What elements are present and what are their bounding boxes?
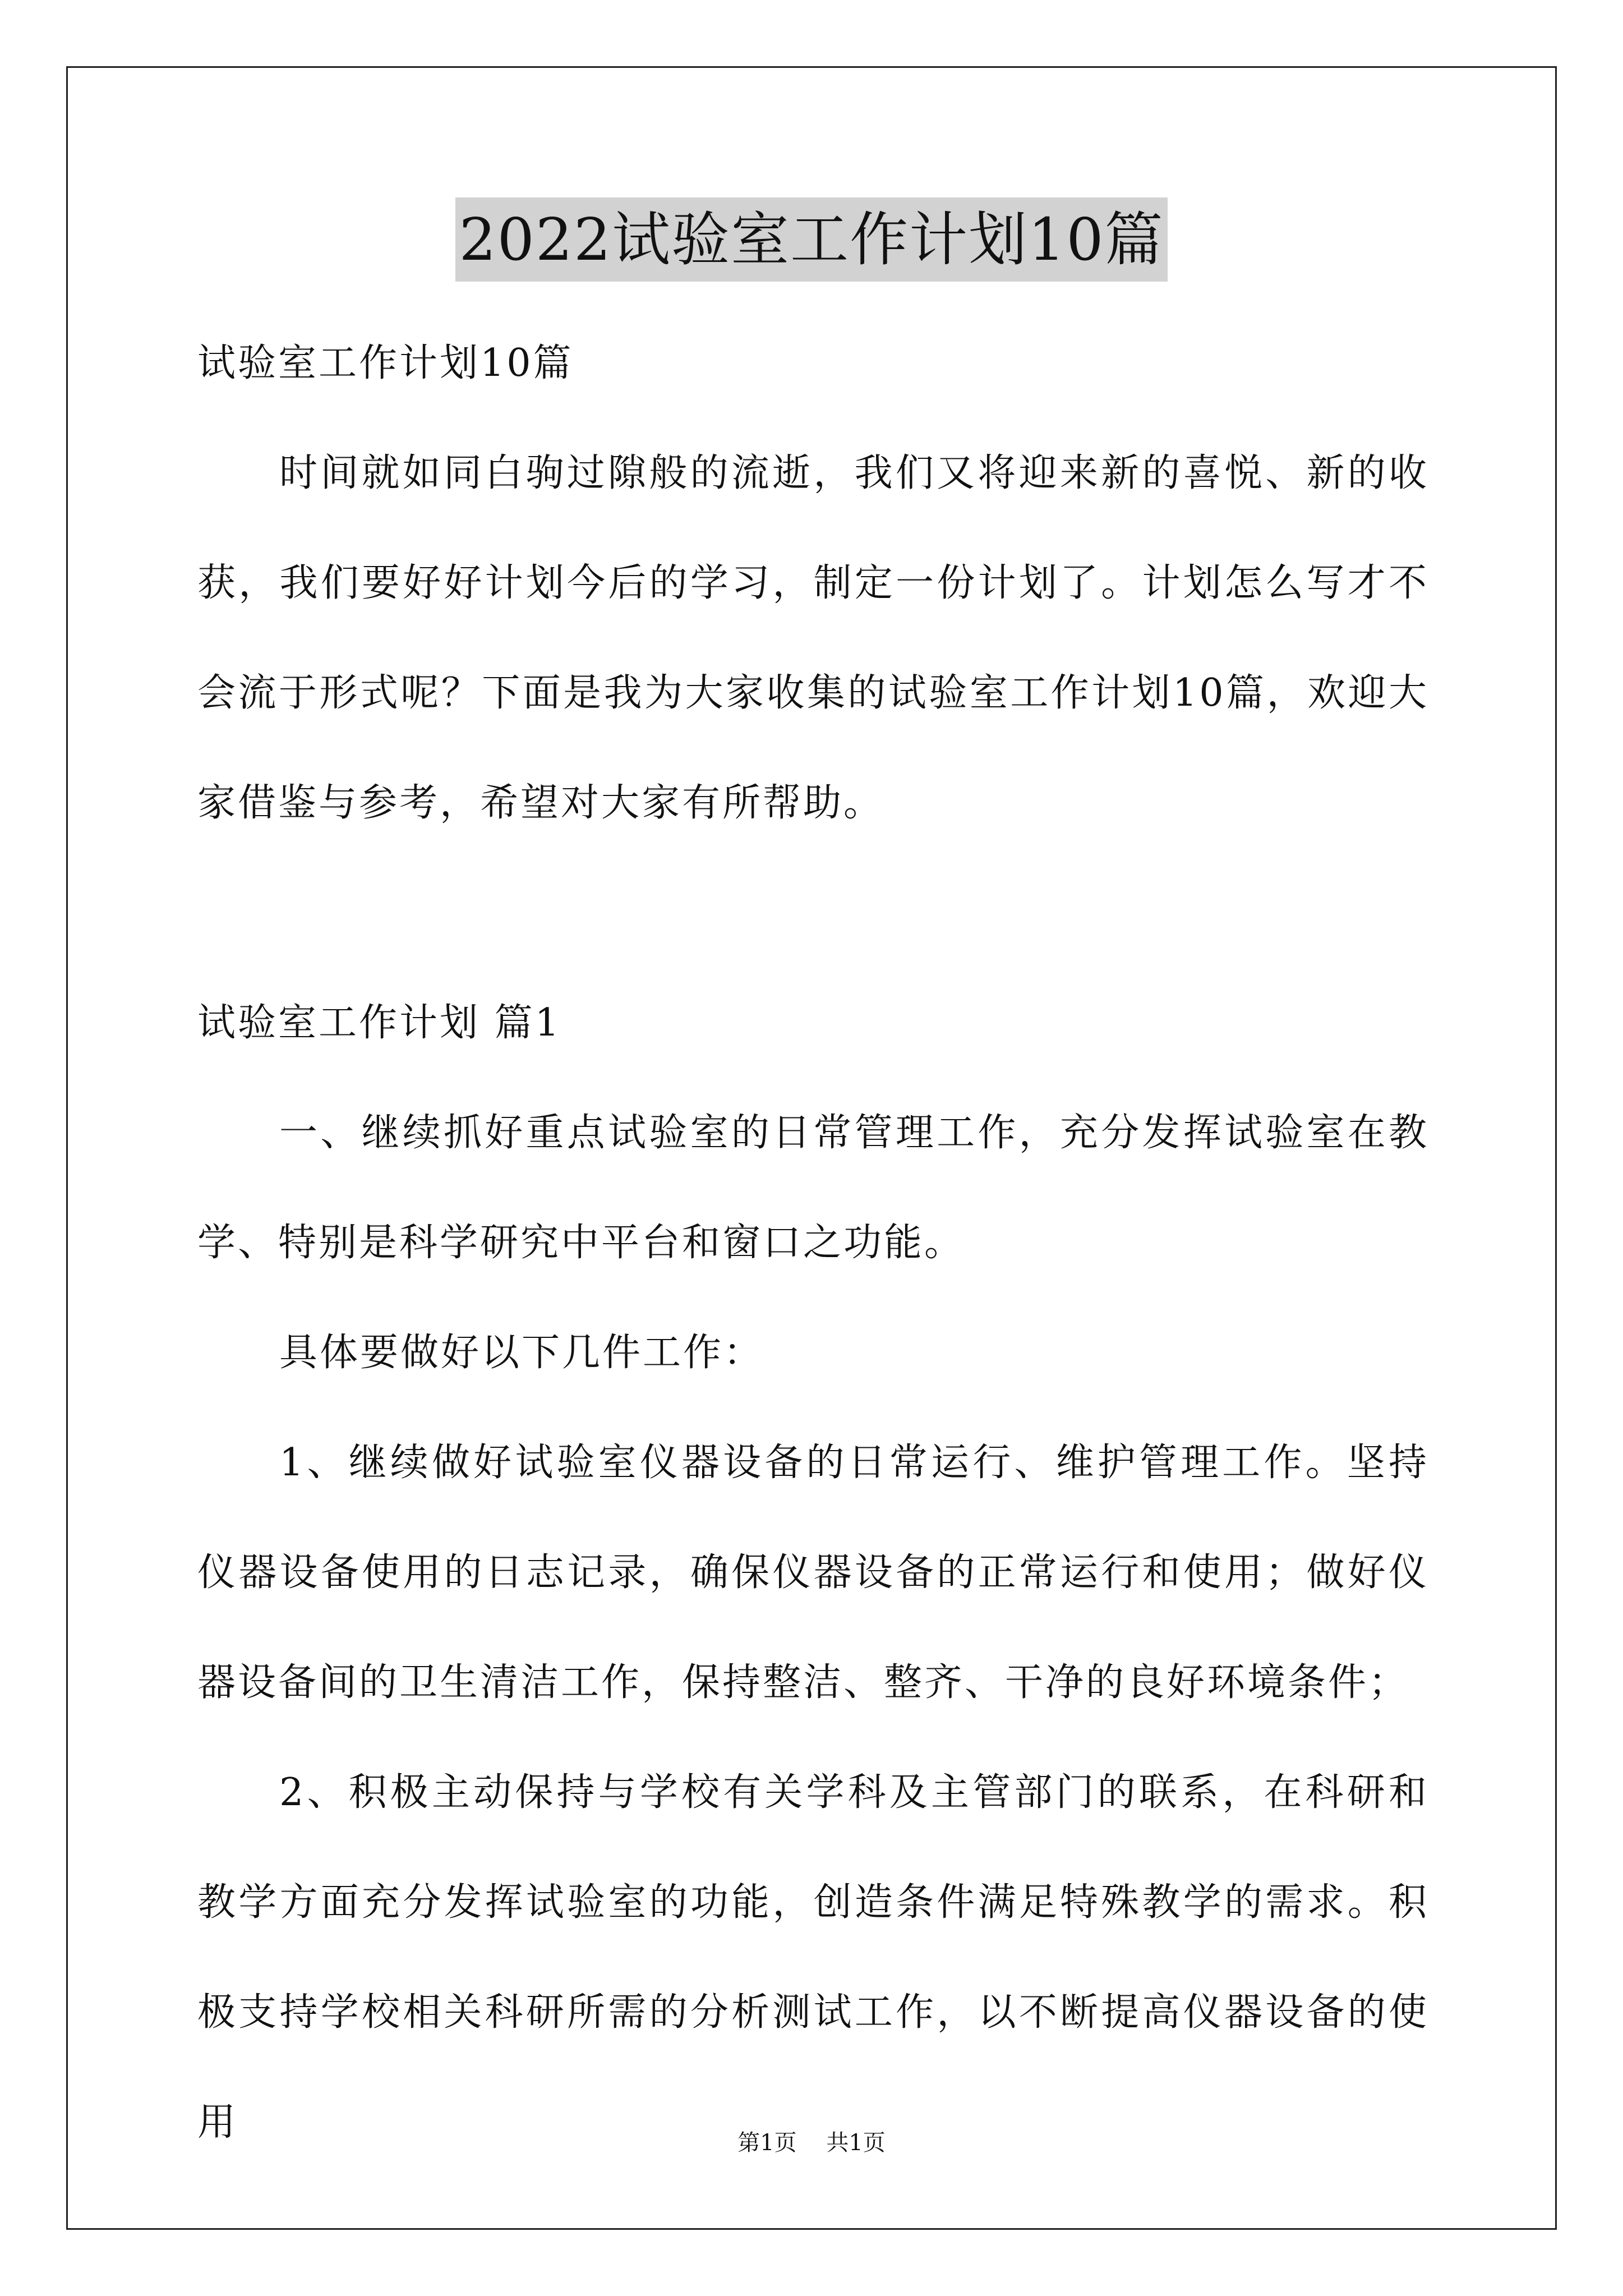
body-paragraph: 具体要做好以下几件工作： <box>279 1331 764 1375</box>
body-paragraph: 2、积极主动保持与学校有关学科及主管部门的联系，在科研和教学方面充分发挥试验室的功能，创造条件满足特殊教学的需求。积极支持学校相关科研所需的分析测试工作，以不断提高仪器设备的使用 <box>197 1770 1429 2145</box>
document-body <box>197 309 1429 2178</box>
spacer <box>197 858 1429 968</box>
page-number: 第1页 <box>737 2130 797 2156</box>
body-paragraph: 一、继续抓好重点试验室的日常管理工作，充分发挥试验室在教学、特别是科学研究中平台和窗口之功能。 <box>197 1111 1429 1265</box>
document-title: 2022试验室工作计划10篇 <box>455 197 1167 282</box>
subtitle: 试验室工作计划10篇 <box>197 341 574 385</box>
page-total: 共1页 <box>826 2130 886 2156</box>
page-footer <box>0 2126 1623 2160</box>
intro-paragraph: 时间就如同白驹过隙般的流逝，我们又将迎来新的喜悦、新的收获，我们要好好计划今后的学习，制定一份计划了。计划怎么写才不会流于形式呢？下面是我为大家收集的试验室工作计划10篇，欢迎大家借鉴与参考，希望对大家有所帮助。 <box>197 451 1429 825</box>
title-wrap <box>0 197 1623 282</box>
section-heading: 试验室工作计划 篇1 <box>197 1001 561 1045</box>
body-paragraph: 1、继续做好试验室仪器设备的日常运行、维护管理工作。坚持仪器设备使用的日志记录，确保仪器设备的正常运行和使用；做好仪器设备间的卫生清洁工作，保持整洁、整齐、干净的良好环境条件； <box>197 1441 1429 1705</box>
